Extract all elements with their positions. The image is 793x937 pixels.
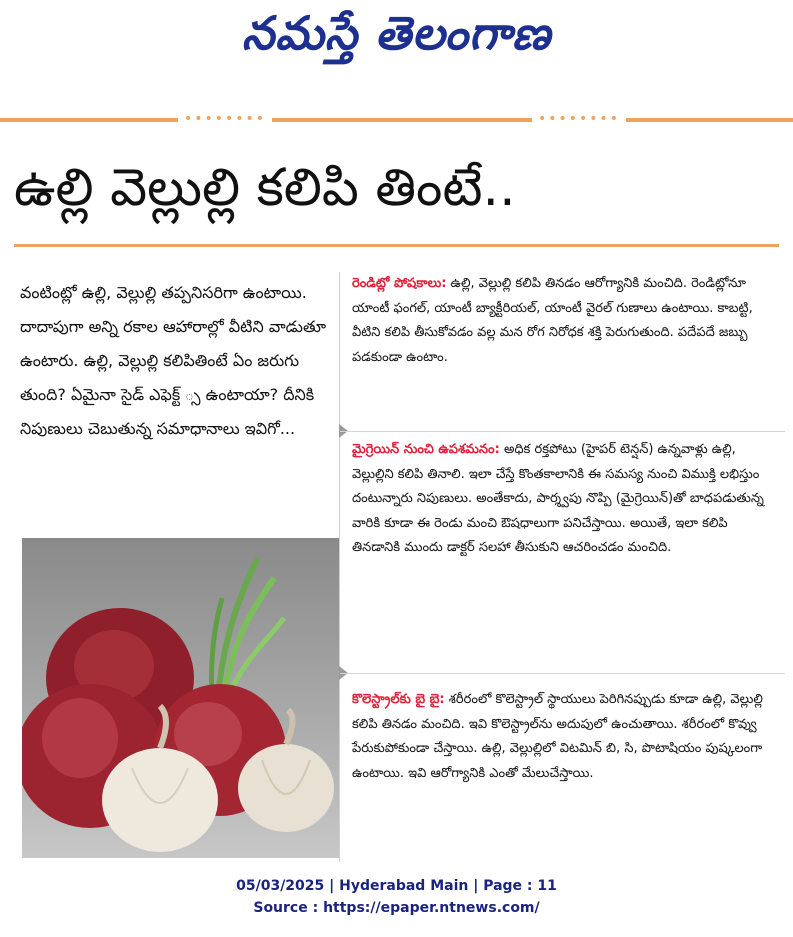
column-divider bbox=[339, 272, 340, 862]
headline-rule bbox=[14, 244, 779, 247]
section-body: శరీరంలో కొలెస్ట్రాల్ స్థాయులు పెరిగినప్పుడు కూడా ఉల్లి, వెల్లుల్లి కలిపి తినడం మంచిది. ఇవి కొలెస్ట్రాల్‌ను అదుపులో ఉంచుతాయి. శరీరంలో కొవ్వు పేరుకుపోకుండా చేస్తాయి. ఉల్లి, వెల్లుల్లిలో విటమిన్ బి, సి, పొటాషియం పుష్కలంగా ఉంటాయి. ఇవి ఆరోగ్యానికి ఎంతో మేలుచేస్తాయి. bbox=[352, 692, 763, 781]
footer-edition-info: 05/03/2025 | Hyderabad Main | Page : 11 bbox=[236, 878, 557, 894]
section-separator bbox=[340, 673, 785, 674]
section-migraine bbox=[352, 438, 767, 561]
section-nutrients bbox=[352, 272, 767, 370]
section-heading: మైగ్రెయిన్ నుంచి ఉపశమనం: bbox=[352, 442, 500, 457]
onion-garlic-photo bbox=[22, 538, 339, 858]
decorative-dots: •••••••• bbox=[178, 110, 272, 128]
onion-garlic-illustration bbox=[22, 538, 339, 858]
section-body: ఉల్లి, వెల్లుల్లి కలిపి తినడం ఆరోగ్యానికి మంచిది. రెండిట్లోనూ యాంటీ ఫంగల్, యాంటీ బ్యాక్టీరియల్, యాంటీ వైరల్ గుణాలు ఉంటాయి. కాబట్టి, వీటిని కలిపి తీసుకోవడం వల్ల మన రోగ నిరోధక శక్తి పెరుగుతుంది. పదేపదే జబ్బు పడకుండా ఉంటాం. bbox=[352, 276, 753, 365]
footer-source-link[interactable]: Source : https://epaper.ntnews.com/ bbox=[253, 900, 540, 916]
decorative-dots: •••••••• bbox=[532, 110, 626, 128]
section-heading: కొలెస్ట్రాల్‌కు బై బై: bbox=[352, 692, 445, 707]
article-clipping bbox=[0, 111, 793, 858]
masthead-logo: నమస్తే తెలంగాణ bbox=[241, 6, 552, 60]
section-heading: రెండిట్లో పోషకాలు: bbox=[352, 276, 447, 291]
article-intro: వంటింట్లో ఉల్లి, వెల్లుల్లి తప్పనిసరిగా ఉంటాయి. దాదాపుగా అన్ని రకాల ఆహారాల్లో వీటిని వాడుతూ ఉంటారు. ఉల్లి, వెల్లుల్లి కలిపితింటే ఏం జరుగు తుంది? ఏమైనా సైడ్ ఎఫెక్ట్ ్స ఉంటాయా? దీనికి నిపుణులు చెబుతున్న సమాధానాలు ఇవిగో... bbox=[20, 283, 327, 438]
section-body: అధిక రక్తపోటు (హైపర్ టెన్షన్) ఉన్నవాళ్లు ఉల్లి, వెల్లుల్లిని కలిపి తినాలి. ఇలా చేస్తే కొంతకాలానికి ఈ సమస్య నుంచి విముక్తి లభిస్తుం దంటున్నారు నిపుణులు. అంతేకాదు, పార్శ్వపు నొప్పి (మైగ్రెయిన్)తో బాధపడుతున్న వారికి కూడా ఈ రెండు మంచి ఔషధాలుగా పనిచేస్తాయి. అయితే, ఇలా కలిపి తినడానికి ముందు డాక్టర్ సలహా తీసుకుని ఆచరించడం మంచిది. bbox=[352, 442, 764, 555]
masthead bbox=[0, 0, 793, 100]
section-cholesterol bbox=[352, 688, 767, 786]
article-headline: ఉల్లి వెల్లుల్లి కలిపి తింటే.. bbox=[14, 158, 516, 218]
section-separator bbox=[340, 431, 785, 432]
